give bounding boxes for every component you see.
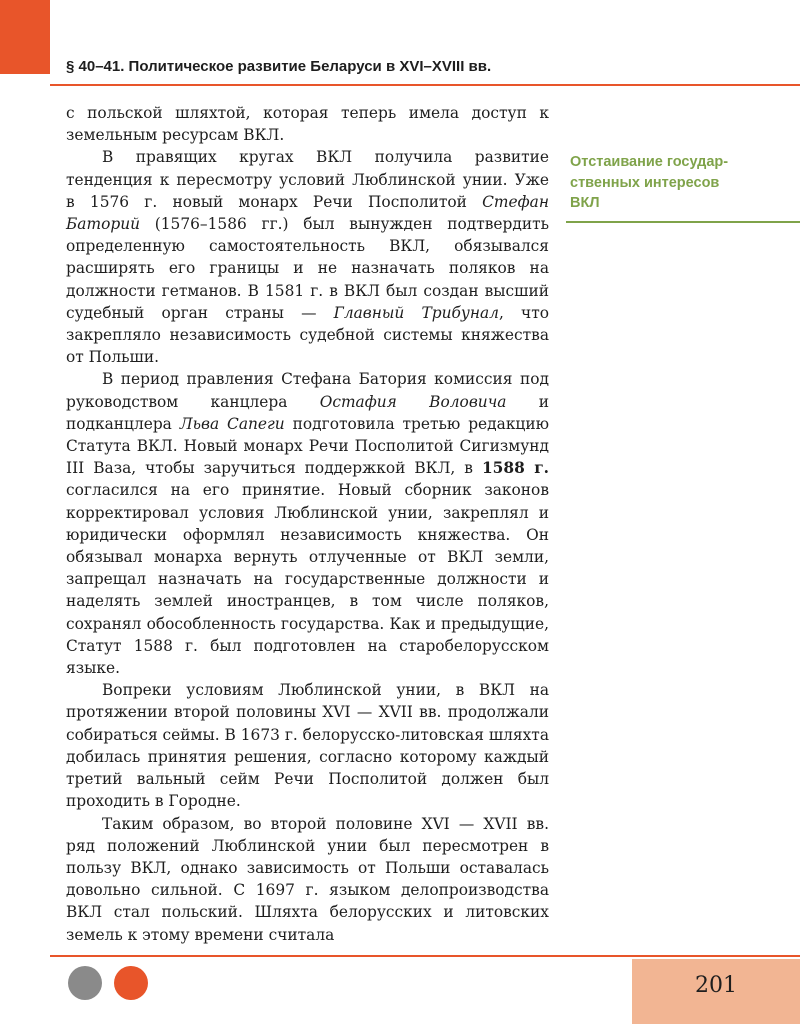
bold-year-1588: 1588 г.: [481, 459, 549, 478]
orange-circle-marker: [114, 966, 148, 1000]
sidebar-divider: [566, 221, 800, 223]
sidebar-note-line: ВКЛ: [570, 195, 600, 211]
header-accent-tab: [0, 0, 50, 74]
emphasis-ostafiy-volovich: Остафия Воловича: [319, 392, 507, 411]
paragraph-4: Вопреки условиям Люблинской унии, в ВКЛ на протяжении второй половины XVI — XVII вв. продолжали собираться сеймы. В 1673 г. белорусско-литовская шляхта добилась принятия решения, согласно которому каждый третий вальный сейм Речи Посполитой должен был проходить в Городне.: [66, 681, 549, 811]
section-title: § 40–41. Политическое развитие Беларуси в XVI–XVIII вв.: [66, 58, 492, 75]
paragraph-3: В период правления Стефана Батория комиссия под руководством канцлера Остафия Воловича и подканцлера Льва Сапеги подготовила третью редакцию Статута ВКЛ. Новый монарх Речи Посполитой Сигизмунд III Ваза, чтобы заручиться поддержкой ВКЛ, в 1588 г. согласился на его принятие. Новый сборник законов корректировал условия Люблинской унии, закреплял и юридически оформлял независимость княжества. Он обязывал монарха вернуть отлученные от ВКЛ земли, запрещал назначать на государственные должности и наделять землей иностранцев, в том числе поляков, сохранял обособленность государства. Как и предыдущие, Статут 1588 г. был подготовлен на старобелорусском языке.: [66, 370, 550, 678]
paragraph-1: с польской шляхтой, которая теперь имела доступ к земельным ресурсам ВКЛ.: [66, 104, 549, 145]
paragraph-2: В правящих кругах ВКЛ получила развитие тенденция к пересмотру условий Люблинской унии. Уже в 1576 г. новый монарх Речи Посполитой Стефан Баторий (1576–1586 гг.) был вынужден подтвердить определенную самостоятельность ВКЛ, обязывался расширять его границы и не назначать поляков на должности гетманов. В 1581 г. в ВКЛ был создан высший судебный орган страны — Главный Трибунал, что закрепляло независимость судебной системы княжества от Польши.: [66, 148, 549, 367]
emphasis-lev-sapega: Льва Сапеги: [179, 414, 285, 433]
page-number: 201: [695, 973, 737, 998]
emphasis-stefan-batory: Стефан Баторий: [66, 192, 549, 234]
sidebar-margin-note: [570, 152, 770, 214]
main-text-column: [66, 102, 549, 946]
paragraph-5: Таким образом, во второй половине XVI — XVII вв. ряд положений Люблинской унии был пересмотрен в пользу ВКЛ, однако зависимость от Польши оставалась довольно сильной. С 1697 г. языком делопроизводства ВКЛ стал польский. Шляхта белорусских и литовских земель к этому времени считала: [66, 814, 549, 944]
header-divider: [50, 84, 800, 86]
sidebar-note-line: ственных интересов: [570, 174, 720, 191]
footer-divider: [50, 955, 800, 957]
emphasis-main-tribunal: Главный Трибунал: [333, 303, 499, 322]
sidebar-note-line: Отстаивание государ-: [570, 154, 729, 170]
gray-circle-marker: [68, 966, 102, 1000]
page-number-box: [632, 959, 800, 1024]
